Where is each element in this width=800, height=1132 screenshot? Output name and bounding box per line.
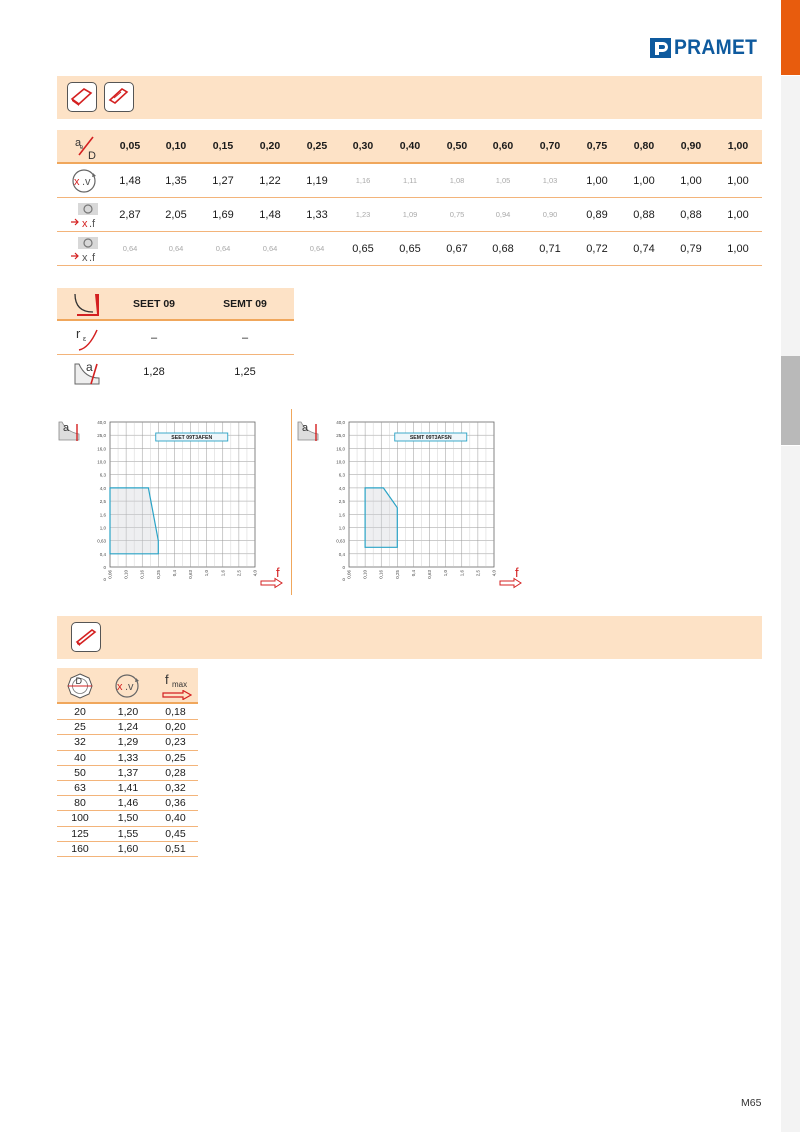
table-header-row <box>57 288 294 321</box>
diameter-cell: 0,20 <box>165 721 186 734</box>
table-row <box>57 781 198 796</box>
coef-cell: 1,11 <box>402 176 418 185</box>
chart-origin-label: 0 <box>342 577 345 582</box>
diameter-cell: 80 <box>74 797 86 810</box>
table-row <box>57 232 762 266</box>
chart-y-tick-label: 1,6 <box>338 512 345 518</box>
coef-header-cell: 0,25 <box>306 140 328 152</box>
depth-of-cut-icon <box>71 358 103 386</box>
insert-cell: 1,25 <box>234 366 256 378</box>
svg-text:.v: .v <box>82 176 91 188</box>
feed-coefficient-alt-icon <box>69 235 101 263</box>
corner-radius-profile-icon <box>71 290 103 318</box>
table-row <box>57 842 198 857</box>
coef-cell: 0,71 <box>539 242 561 255</box>
diameter-cell: 32 <box>74 736 86 749</box>
table-row <box>57 321 294 355</box>
chart-y-tick-label: 4,0 <box>99 485 106 491</box>
svg-text:ε: ε <box>83 336 87 343</box>
chart-x-tick-label: 0,06 <box>107 570 113 579</box>
chart-y-tick-label: 16,0 <box>97 446 106 452</box>
diameter-cell: 1,24 <box>117 721 139 734</box>
brand-logo-mark-icon <box>650 38 671 58</box>
chart-y-tick-label: 16,0 <box>336 446 345 452</box>
chart-series-label: SEMT 09T3AFSN <box>409 435 452 441</box>
coef-header-cell: 0,75 <box>586 140 608 152</box>
table-row <box>57 811 198 826</box>
svg-text:x: x <box>74 176 80 188</box>
coef-cell: 1,22 <box>259 174 281 187</box>
svg-text:x: x <box>82 252 88 263</box>
svg-text:e: e <box>80 145 84 151</box>
chart-x-tick-label: 1,6 <box>459 570 465 577</box>
chart-y-tick-label: 0,4 <box>338 551 345 557</box>
svg-text:.f: .f <box>89 218 96 229</box>
chart-y-tick-label: 25,0 <box>336 433 345 439</box>
diameter-cell: 1,33 <box>117 751 139 764</box>
chart-x-tick-label: 2,5 <box>236 570 242 577</box>
coef-cell: 0,94 <box>495 210 511 219</box>
coef-cell: 1,69 <box>212 208 234 221</box>
diameter-cell: 0,51 <box>165 842 186 855</box>
coef-cell: 1,00 <box>586 174 608 187</box>
coef-cell: 0,88 <box>633 208 655 221</box>
chart-y-tick-label: 0 <box>103 565 106 570</box>
coef-cell: 1,00 <box>727 208 749 221</box>
chart-divider <box>291 409 292 595</box>
coef-cell: 1,35 <box>165 174 187 187</box>
table-row <box>57 796 198 811</box>
coef-cell: 0,79 <box>680 242 702 255</box>
coef-cell: 1,48 <box>119 174 141 187</box>
svg-text:x: x <box>117 681 123 693</box>
chart-x-tick-label: 0,16 <box>378 570 384 579</box>
chart-y-tick-label: 0 <box>342 565 345 570</box>
coef-header-cell: 0,05 <box>119 140 141 152</box>
svg-text:.v: .v <box>125 681 134 693</box>
insert-header-semt: SEMT 09 <box>223 297 267 310</box>
svg-text:r: r <box>76 326 81 341</box>
diameter-cell: 40 <box>74 751 86 764</box>
max-feed-icon: f max <box>161 672 195 702</box>
thumb-index-strip <box>781 0 800 1132</box>
diameter-cell: 50 <box>74 766 86 779</box>
chart-series-label: SEET 09T3AFEN <box>171 435 213 441</box>
table-row <box>57 355 294 389</box>
chart-y-tick-label: 1,0 <box>99 525 106 531</box>
chart-y-tick-label: 6,3 <box>338 472 345 478</box>
svg-text:D: D <box>88 150 96 161</box>
insert-header-seet: SEET 09 <box>132 297 176 310</box>
table-row <box>57 766 198 781</box>
chart-x-symbol: f <box>515 565 519 580</box>
coef-header-cell: 0,40 <box>399 140 421 152</box>
diameter-cell: 0,25 <box>165 751 186 764</box>
coef-cell: 0,89 <box>586 208 608 221</box>
section-band-milling <box>57 616 762 659</box>
diameter-cell: 1,50 <box>117 812 139 825</box>
diameter-cell: 1,37 <box>117 766 139 779</box>
svg-text:D: D <box>75 676 82 686</box>
diameter-cell: 1,41 <box>117 782 139 795</box>
coef-cell: 1,00 <box>727 242 749 255</box>
chart-y-tick-label: 25,0 <box>97 433 106 439</box>
chart-x-tick-label: 0,63 <box>427 570 433 579</box>
table-row <box>57 751 198 766</box>
chart-y-symbol: a <box>302 422 309 434</box>
coef-cell: 1,33 <box>306 208 328 221</box>
coef-cell: 1,19 <box>306 174 328 187</box>
diameter-cell: 160 <box>71 842 89 855</box>
table-row <box>57 198 762 232</box>
svg-text:a: a <box>75 137 82 149</box>
chart-x-tick-label: 2,5 <box>475 570 481 577</box>
diameter-cell: 125 <box>71 827 89 840</box>
coef-header-cell: 0,50 <box>446 140 468 152</box>
coef-cell: 1,05 <box>495 176 511 185</box>
diameter-cell: 1,20 <box>117 706 139 719</box>
coef-header-cell: 0,20 <box>259 140 281 152</box>
chart-x-tick-label: 0,25 <box>394 570 400 579</box>
chart-x-tick-label: 0,4 <box>171 570 177 577</box>
diameter-cell: 0,28 <box>165 766 186 779</box>
chart-x-tick-label: 0,63 <box>188 570 194 579</box>
feed-coefficient-icon <box>69 201 101 229</box>
chart-y-tick-label: 0,4 <box>99 551 106 557</box>
coef-cell: 0,68 <box>492 242 514 255</box>
chart-x-tick-label: 0,10 <box>362 570 368 579</box>
page-number: M65 <box>741 1097 762 1109</box>
coef-cell: 0,72 <box>586 242 608 255</box>
chart-x-tick-label: 1,6 <box>220 570 226 577</box>
coef-cell: 0,90 <box>542 210 558 219</box>
table-row <box>57 720 198 735</box>
coef-cell: 0,64 <box>215 244 231 253</box>
chart-y-tick-label: 0,63 <box>336 538 345 544</box>
chart-svg <box>296 410 528 595</box>
diameter-cell: 0,23 <box>165 736 186 749</box>
chart-y-tick-label: 1,0 <box>338 525 345 531</box>
chart-x-tick-label: 1,0 <box>204 570 210 577</box>
depth-of-cut-chart-seet <box>57 410 289 595</box>
coef-cell: 1,00 <box>727 174 749 187</box>
table-row <box>57 705 198 720</box>
chart-x-tick-label: 0,25 <box>155 570 161 579</box>
coef-header-cell: 0,70 <box>539 140 561 152</box>
coef-cell: 1,27 <box>212 174 234 187</box>
diameter-cell: 0,40 <box>165 812 186 825</box>
chart-y-tick-label: 6,3 <box>99 472 106 478</box>
coef-cell: 1,03 <box>542 176 558 185</box>
coef-cell: 1,09 <box>402 210 418 219</box>
thumb-index-section-tab[interactable] <box>781 356 800 446</box>
cutter-diameter-icon <box>65 671 95 701</box>
coef-header-cell: 0,30 <box>352 140 374 152</box>
chart-y-tick-label: 10,0 <box>97 459 106 465</box>
chart-y-symbol: a <box>63 422 70 434</box>
diameter-cell: 1,55 <box>117 827 139 840</box>
table-row <box>57 735 198 750</box>
coef-cell: 0,64 <box>168 244 184 253</box>
coef-cell: 0,64 <box>262 244 278 253</box>
chart-y-tick-label: 10,0 <box>336 459 345 465</box>
cutting-speed-coefficient-icon <box>69 167 101 195</box>
insert-cell: 1,28 <box>143 366 165 378</box>
chart-y-tick-label: 2,5 <box>99 499 106 505</box>
diameter-cell: 1,29 <box>117 736 139 749</box>
insert-milling-icon <box>71 622 101 652</box>
coef-cell: 1,00 <box>680 174 702 187</box>
coef-cell: 1,16 <box>355 176 371 185</box>
coef-cell: 2,87 <box>119 208 141 221</box>
chart-x-tick-label: 0,4 <box>410 570 416 577</box>
coef-cell: 1,00 <box>633 174 655 187</box>
chart-x-tick-label: 0,16 <box>139 570 145 579</box>
coef-header-cell: 0,60 <box>492 140 514 152</box>
thumb-index-active-tab[interactable] <box>781 0 800 76</box>
diameter-cell: 25 <box>74 721 86 734</box>
coef-cell: 0,64 <box>309 244 325 253</box>
svg-text:.f: .f <box>89 252 96 263</box>
chart-y-tick-label: 2,5 <box>338 499 345 505</box>
coef-cell: 0,88 <box>680 208 702 221</box>
table-header-row <box>57 668 198 704</box>
diameter-cell: 0,32 <box>165 782 186 795</box>
ae-over-d-icon <box>69 133 101 161</box>
coef-cell: 2,05 <box>165 208 187 221</box>
coef-cell: 1,08 <box>449 176 465 185</box>
chart-x-tick-label: 0,06 <box>346 570 352 579</box>
chart-y-tick-label: 40,0 <box>336 420 345 425</box>
coef-header-cell: 0,15 <box>212 140 234 152</box>
chart-x-tick-label: 0,10 <box>123 570 129 579</box>
cutting-speed-coefficient-icon <box>112 671 144 701</box>
coef-header-cell: 0,90 <box>680 140 702 152</box>
svg-text:a: a <box>86 360 93 374</box>
diameter-cell: 63 <box>74 782 86 795</box>
insert-cell: – <box>241 331 249 344</box>
chart-svg <box>57 410 289 595</box>
depth-of-cut-chart-semt <box>296 410 528 595</box>
insert-face-milling-icon <box>67 82 97 112</box>
coef-cell: 0,65 <box>352 242 374 255</box>
diameter-cell: 1,60 <box>117 842 139 855</box>
depth-of-cut-chart-icon <box>298 422 318 441</box>
coef-cell: 1,48 <box>259 208 281 221</box>
section-band-face-milling <box>57 76 762 119</box>
diameter-cell: 20 <box>74 706 86 719</box>
coef-cell: 1,23 <box>355 210 371 219</box>
chart-x-tick-label: 4,0 <box>252 570 258 577</box>
chart-x-tick-label: 4,0 <box>491 570 497 577</box>
coef-header-cell: 0,10 <box>165 140 187 152</box>
chart-y-tick-label: 40,0 <box>97 420 106 425</box>
coef-header-cell: 1,00 <box>727 140 749 152</box>
chart-x-symbol: f <box>276 565 280 580</box>
brand-logo-text: PRAMET <box>674 36 758 59</box>
chart-y-tick-label: 0,63 <box>97 538 106 544</box>
coef-cell: 0,64 <box>122 244 138 253</box>
chart-y-tick-label: 4,0 <box>338 485 345 491</box>
diameter-cell: 0,36 <box>165 797 186 810</box>
insert-cell: – <box>150 331 158 344</box>
insert-shoulder-milling-icon <box>104 82 134 112</box>
brand-logo <box>650 37 765 59</box>
diameter-cell: 0,45 <box>165 827 186 840</box>
table-row <box>57 827 198 842</box>
chart-x-tick-label: 1,0 <box>443 570 449 577</box>
chart-y-tick-label: 1,6 <box>99 512 106 518</box>
table-header-row <box>57 130 762 164</box>
table-row <box>57 164 762 198</box>
diameter-cell: 100 <box>71 812 89 825</box>
coef-header-cell: 0,80 <box>633 140 655 152</box>
diameter-cell: 0,18 <box>165 706 186 719</box>
coef-cell: 0,75 <box>449 210 465 219</box>
depth-of-cut-chart-icon <box>59 422 79 441</box>
corner-radius-icon <box>71 324 103 352</box>
diameter-cell: 1,46 <box>117 797 139 810</box>
coef-cell: 0,67 <box>446 242 468 255</box>
coef-cell: 0,65 <box>399 242 421 255</box>
chart-origin-label: 0 <box>103 577 106 582</box>
svg-text:x: x <box>82 218 88 229</box>
coef-cell: 0,74 <box>633 242 655 255</box>
